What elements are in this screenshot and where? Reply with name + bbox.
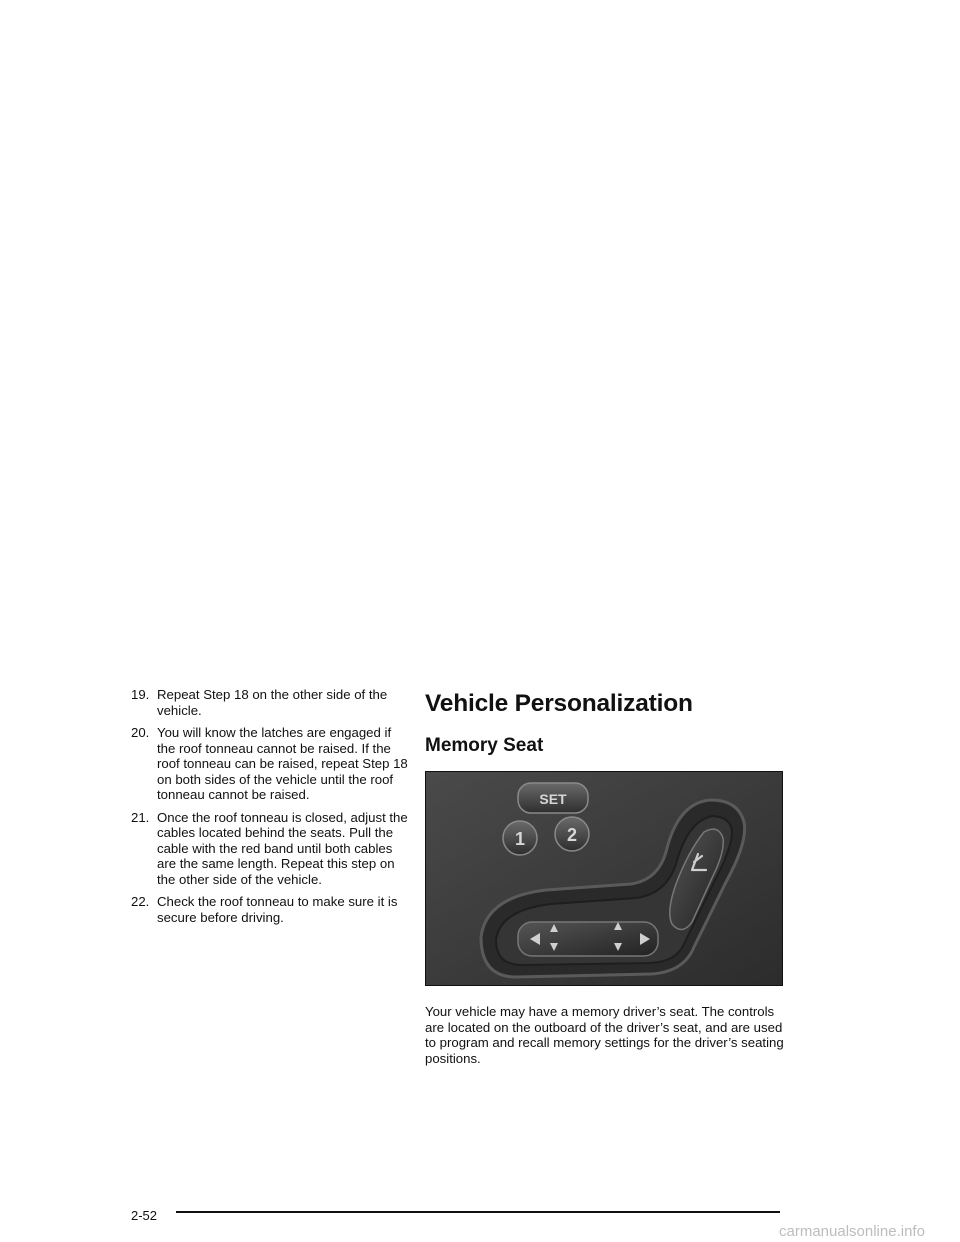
watermark: carmanualsonline.info (779, 1223, 925, 1240)
step-number: 21. (131, 809, 150, 825)
step-20 (131, 725, 411, 803)
section-title: Vehicle Personalization (425, 690, 693, 717)
set-button-label: SET (539, 791, 567, 807)
step-19 (131, 687, 411, 718)
step-text: Repeat Step 18 on the other side of the vehicle. (157, 687, 388, 718)
subsection-title: Memory Seat (425, 735, 544, 756)
step-text: Check the roof tonneau to make sure it is secure before driving. (157, 894, 398, 925)
memory-seat-photo (425, 771, 783, 986)
step-number: 22. (131, 894, 150, 909)
step-21 (131, 810, 411, 888)
steps-list (131, 687, 411, 932)
page-number: 2-52 (131, 1208, 158, 1223)
step-number: 19. (131, 687, 150, 702)
footer-rule (176, 1211, 780, 1213)
memory-seat-description: Your vehicle may have a memory driver’s seat. The controls are located on the outboard of the driver’s seat, and are used to program and recall memory settings for the driver’s seating positions. (425, 1004, 784, 1066)
step-text: Once the roof tonneau is closed, adjust the cables located behind the seats. Pull the cable with the red band until both cables are the same length. Repeat this step on the other side of the vehicle. (157, 809, 408, 887)
step-number: 20. (131, 725, 150, 740)
step-22 (131, 894, 411, 925)
memory-1-label: 1 (514, 829, 526, 849)
right-column (425, 690, 785, 1066)
memory-seat-controls-illustration (426, 772, 782, 985)
memory-2-label: 2 (566, 825, 578, 845)
step-text: You will know the latches are engaged if the roof tonneau cannot be raised. If the roof tonneau can be raised, repeat Step 18 on both sides of the vehicle until the roof tonneau cannot be raised. (157, 725, 408, 802)
